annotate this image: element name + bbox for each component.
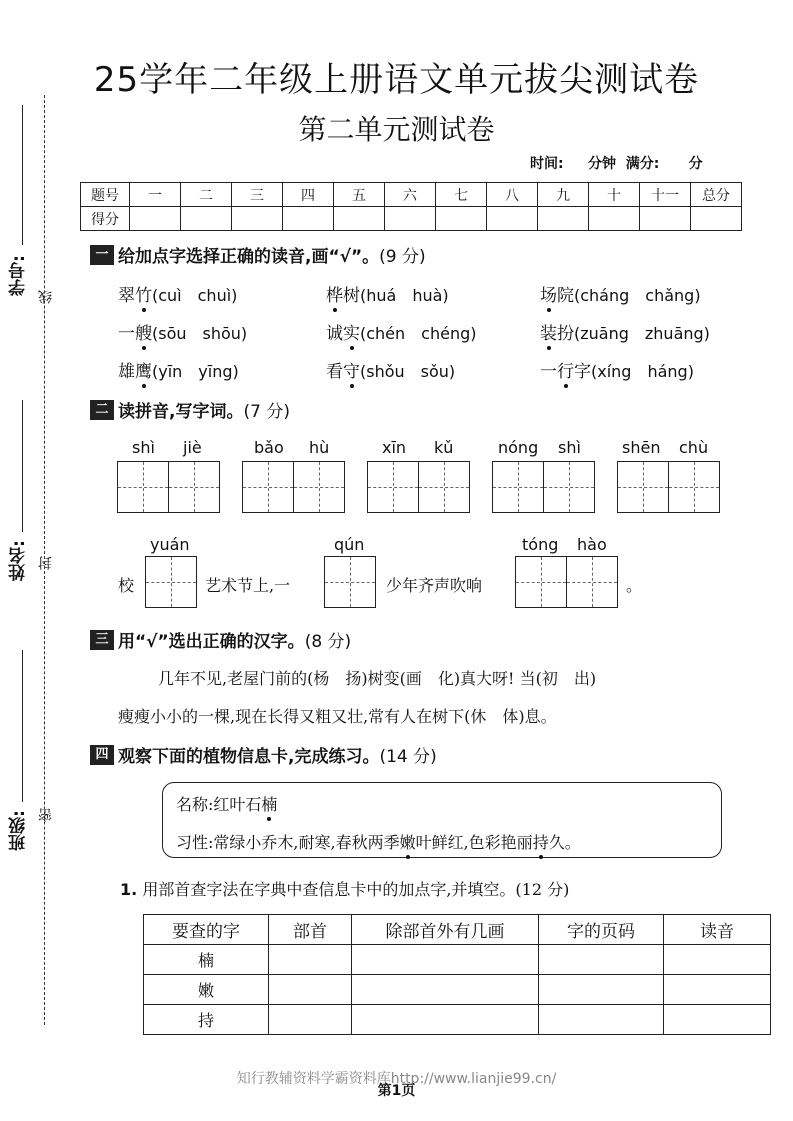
table-row (144, 945, 771, 975)
section2-title: 读拼音,写字词。 (118, 402, 244, 422)
section3-heading (90, 627, 351, 652)
score-col-1: 一 (130, 183, 181, 207)
answer-cell[interactable] (269, 945, 352, 975)
student-no-label: 学号: (9, 255, 29, 296)
table-row (144, 975, 771, 1005)
pinyin-label: kǔ (434, 438, 454, 457)
dictionary-lookup-table (143, 914, 771, 1035)
answer-cell[interactable] (269, 975, 352, 1005)
score-table-row1-label: 题号 (81, 183, 130, 207)
score-cell[interactable] (538, 207, 589, 231)
exam-subtitle: 第二单元测试卷 (298, 113, 495, 146)
score-col-2: 二 (181, 183, 232, 207)
writing-grid-box[interactable] (492, 461, 544, 513)
answer-cell[interactable] (664, 945, 771, 975)
sentence-part: 校 (118, 576, 135, 595)
score-col-3: 三 (232, 183, 283, 207)
score-cell[interactable] (130, 207, 181, 231)
line-char: 线 (38, 290, 54, 304)
writing-grid-box[interactable] (668, 461, 720, 513)
s1-item-4: 一艘(sōu shōu) (118, 319, 247, 344)
answer-cell[interactable] (269, 1005, 352, 1035)
section3-number: 三 (90, 630, 114, 650)
writing-grid-box[interactable] (367, 461, 419, 513)
sentence-part: 艺术节上,一 (205, 576, 291, 595)
section4-number: 四 (90, 745, 114, 765)
score-cell[interactable] (283, 207, 334, 231)
class-field[interactable] (22, 650, 23, 802)
section3-paragraph-line2: 瘦瘦小小的一棵,现在长得又粗又壮,常有人在树下(休 体)息。 (118, 707, 557, 726)
table-row (144, 1005, 771, 1035)
pinyin-label: shēn (622, 438, 661, 457)
section1-title: 给加点字选择正确的读音,画“√”。 (118, 247, 380, 267)
section1-heading (90, 242, 426, 267)
score-col-10: 十 (589, 183, 640, 207)
answer-cell[interactable] (664, 1005, 771, 1035)
score-col-total: 总分 (691, 183, 742, 207)
s1-item-8: 看守(shǒu sǒu) (326, 357, 455, 382)
time-score-row (530, 153, 703, 173)
section2-score: (7 分) (243, 402, 290, 422)
pinyin-label: shì (558, 438, 581, 457)
s1-item-3: 场院(cháng chǎng) (540, 281, 701, 306)
s1-item-9: 一行字(xíng háng) (540, 357, 694, 382)
pinyin-label: shì (132, 438, 155, 457)
writing-grid-box[interactable] (566, 556, 618, 608)
card-name-line: 名称:红叶石楠 (176, 792, 277, 815)
score-col-5: 五 (334, 183, 385, 207)
writing-grid-box[interactable] (418, 461, 470, 513)
answer-cell[interactable] (539, 1005, 664, 1035)
table-header: 要查的字 (144, 915, 269, 945)
answer-cell[interactable] (352, 975, 539, 1005)
score-cell[interactable] (691, 207, 742, 231)
card-habit-line: 习性:常绿小乔木,耐寒,春秋两季嫩叶鲜红,色彩艳丽持久。 (176, 830, 581, 853)
s1-item-7: 雄鹰(yīn yīng) (118, 357, 239, 382)
name-field[interactable] (22, 400, 23, 532)
s1-item-5: 诚实(chén chéng) (326, 319, 477, 344)
question-1 (120, 877, 569, 900)
s1-item-1: 翠竹(cuì chuì) (118, 281, 237, 306)
question-1-number: 1. (120, 880, 138, 899)
score-col-6: 六 (385, 183, 436, 207)
watermark-text: 知行教辅资料学霸资料库http://www.lianjie99.cn/ (236, 1071, 557, 1087)
s1-item-2: 桦树(huá huà) (326, 281, 449, 306)
full-score-label: 满分: (625, 156, 660, 172)
pinyin-label: chù (679, 438, 709, 457)
section2-number: 二 (90, 400, 114, 420)
answer-cell[interactable] (539, 975, 664, 1005)
score-cell[interactable] (334, 207, 385, 231)
pinyin-label: hù (309, 438, 330, 457)
pinyin-label: qún (334, 535, 365, 554)
pinyin-label: nóng (498, 438, 539, 457)
score-cell[interactable] (436, 207, 487, 231)
score-col-7: 七 (436, 183, 487, 207)
lookup-char: 嫩 (144, 975, 269, 1005)
writing-grid-box[interactable] (145, 556, 197, 608)
table-header: 部首 (269, 915, 352, 945)
lookup-char: 持 (144, 1005, 269, 1035)
score-cell[interactable] (487, 207, 538, 231)
score-col-9: 九 (538, 183, 589, 207)
lookup-char: 楠 (144, 945, 269, 975)
pinyin-label: hào (577, 535, 607, 554)
writing-grid-box[interactable] (617, 461, 669, 513)
answer-cell[interactable] (664, 975, 771, 1005)
section3-paragraph-line1: 几年不见,老屋门前的(杨 扬)树变(画 化)真大呀! 当(初 出) (158, 669, 597, 688)
score-cell[interactable] (640, 207, 691, 231)
section1-score: (9 分) (379, 247, 426, 267)
pinyin-label: jiè (183, 438, 202, 457)
table-header: 字的页码 (539, 915, 664, 945)
section3-score: (8 分) (304, 632, 352, 652)
answer-cell[interactable] (352, 945, 539, 975)
writing-grid-box[interactable] (168, 461, 220, 513)
writing-grid-box[interactable] (324, 556, 376, 608)
table-header: 读音 (664, 915, 771, 945)
writing-grid-box[interactable] (543, 461, 595, 513)
score-cell[interactable] (232, 207, 283, 231)
writing-grid-box[interactable] (242, 461, 294, 513)
secret-char: 密 (38, 808, 54, 822)
section3-title: 用“√”选出正确的汉字。 (118, 632, 305, 652)
page-number: 第1页 (377, 1083, 416, 1099)
question-1-text: 用部首查字法在字典中查信息卡中的加点字,并填空。(12 分) (142, 880, 570, 899)
section4-score: (14 分) (379, 747, 437, 767)
score-table (80, 182, 742, 231)
section4-title: 观察下面的植物信息卡,完成练习。 (118, 747, 380, 767)
score-col-11: 十一 (640, 183, 691, 207)
writing-grid-box[interactable] (293, 461, 345, 513)
sentence-part: 少年齐声吹响 (386, 576, 483, 595)
pinyin-label: bǎo (254, 438, 284, 457)
table-header: 除部首外有几画 (352, 915, 539, 945)
name-label: 姓名: (9, 540, 29, 581)
section4-heading (90, 742, 437, 767)
s1-item-6: 装扮(zuāng zhuāng) (540, 319, 710, 344)
score-col-4: 四 (283, 183, 334, 207)
section2-heading (90, 397, 290, 422)
sentence-part: 。 (626, 576, 643, 595)
score-table-row2-label: 得分 (81, 207, 130, 231)
points-unit: 分 (688, 156, 703, 172)
writing-grid-box[interactable] (117, 461, 169, 513)
score-cell[interactable] (181, 207, 232, 231)
pinyin-label: xīn (382, 438, 407, 457)
answer-cell[interactable] (352, 1005, 539, 1035)
time-label: 时间: (530, 156, 564, 172)
score-col-8: 八 (487, 183, 538, 207)
exam-title: 25学年二年级上册语文单元拔尖测试卷 (93, 60, 700, 100)
answer-cell[interactable] (539, 945, 664, 975)
minutes-unit: 分钟 (587, 156, 616, 172)
score-cell[interactable] (589, 207, 640, 231)
score-cell[interactable] (385, 207, 436, 231)
class-label: 班级: (9, 810, 29, 851)
section1-number: 一 (90, 245, 114, 265)
seal-char: 封 (38, 556, 54, 570)
writing-grid-box[interactable] (515, 556, 567, 608)
pinyin-label: tóng (522, 535, 559, 554)
pinyin-label: yuán (150, 535, 190, 554)
